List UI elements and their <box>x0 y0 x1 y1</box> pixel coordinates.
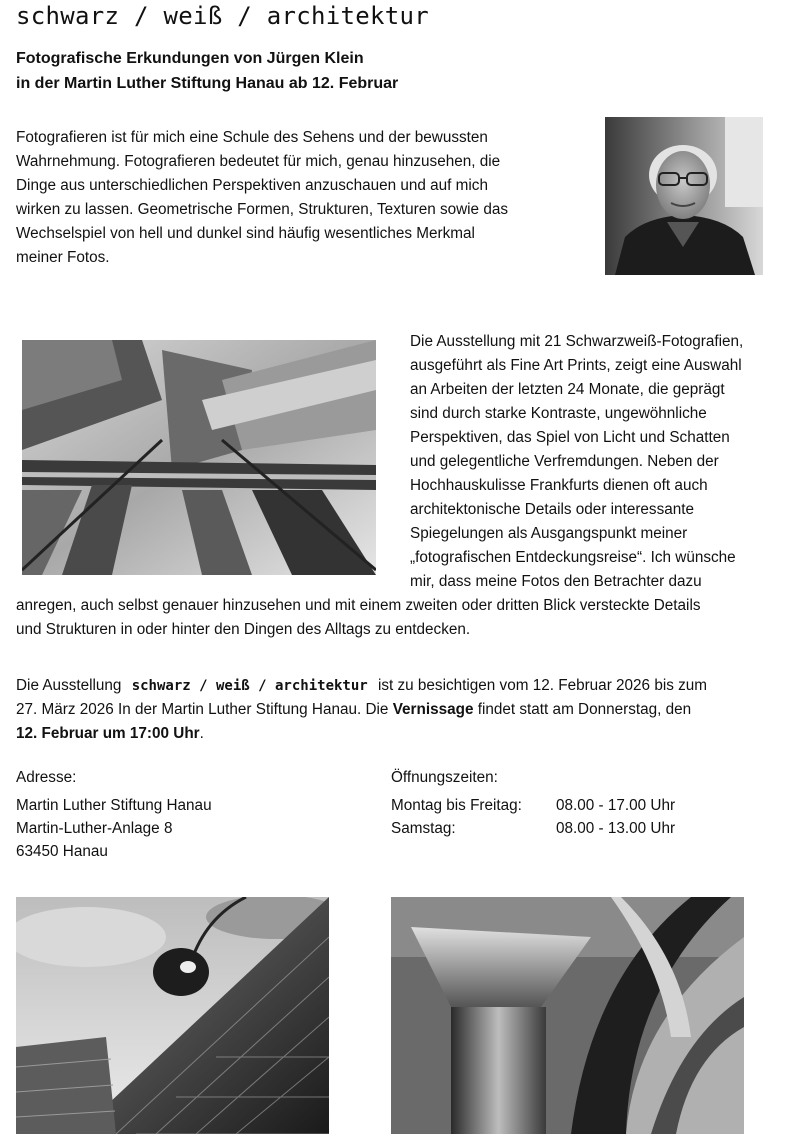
opening-hours-label: Öffnungszeiten: <box>391 769 498 786</box>
hours-time: 08.00 - 13.00 Uhr <box>556 820 676 837</box>
info-title-mono: schwarz / weiß / architektur <box>131 678 368 694</box>
info-end: . <box>199 725 204 742</box>
architecture-photo-1 <box>22 340 376 575</box>
info-line <box>16 698 786 722</box>
exhibition-line: Perspektiven, das Spiel von Licht und Schatten <box>410 429 730 446</box>
vernissage-date: 12. Februar um 17:00 Uhr <box>16 725 200 742</box>
intro-line: Wechselspiel von hell und dunkel sind häufig wesentliches Merkmal <box>16 225 475 242</box>
info-line <box>16 722 786 746</box>
exhibition-line: an Arbeiten der letzten 24 Monate, die geprägt <box>410 381 725 398</box>
exhibition-line: architektonische Details oder interessante <box>410 501 694 518</box>
hours-row <box>391 794 675 817</box>
exhibition-line: Hochhauskulisse Frankfurts dienen oft auch <box>410 477 708 494</box>
exhibition-line: ausgeführt als Fine Art Prints, zeigt eine Auswahl <box>410 357 742 374</box>
info-line <box>16 674 786 698</box>
info-prefix: Die Ausstellung <box>16 677 122 694</box>
subtitle-line: in der Martin Luther Stiftung Hanau ab 12. Februar <box>16 75 399 92</box>
architecture-photo-3 <box>391 897 744 1134</box>
intro-line: wirken zu lassen. Geometrische Formen, Strukturen, Texturen sowie das <box>16 201 508 218</box>
intro-paragraph <box>16 126 576 270</box>
exhibition-paragraph <box>410 330 780 594</box>
info-text: findet statt am Donnerstag, den <box>477 701 692 718</box>
exhibition-line: anregen, auch selbst genauer hinzusehen und mit einem zweiten oder dritten Blick versteckte Details <box>16 597 701 614</box>
hours-row <box>391 817 675 840</box>
exhibition-line: Die Ausstellung mit 21 Schwarzweiß-Fotografien, <box>410 333 744 350</box>
intro-line: Dinge aus unterschiedlichen Perspektiven anzuschauen und auf mich <box>16 177 488 194</box>
exhibition-line: und Strukturen in oder hinter den Dingen des Alltags zu entdecken. <box>16 621 471 638</box>
opening-hours <box>391 794 675 840</box>
info-text: ist zu besichtigen vom 12. Februar 2026 bis zum <box>377 677 708 694</box>
vernissage-label: Vernissage <box>392 701 474 718</box>
intro-line: Fotografieren ist für mich eine Schule des Sehens und der bewussten <box>16 129 488 146</box>
subtitle <box>16 46 398 96</box>
address-label: Adresse: <box>16 769 77 786</box>
exhibition-line: mir, dass meine Fotos den Betrachter dazu <box>410 573 702 590</box>
subtitle-line: Fotografische Erkundungen von Jürgen Klein <box>16 50 364 67</box>
intro-line: meiner Fotos. <box>16 249 110 266</box>
info-text: 27. März 2026 In der Martin Luther Stiftung Hanau. Die <box>16 701 389 718</box>
exhibition-line: und gelegentliche Verfremdungen. Neben der <box>410 453 719 470</box>
exhibition-line: sind durch starke Kontraste, ungewöhnliche <box>410 405 707 422</box>
hours-time: 08.00 - 17.00 Uhr <box>556 797 676 814</box>
hours-day: Samstag: <box>391 820 456 837</box>
exhibition-line: „fotografischen Entdeckungsreise“. Ich wünsche <box>410 549 736 566</box>
exhibition-paragraph-continued <box>16 594 786 642</box>
architecture-photo-2 <box>16 897 329 1134</box>
hours-day: Montag bis Freitag: <box>391 797 522 814</box>
address-line: 63450 Hanau <box>16 843 108 860</box>
address-line: Martin-Luther-Anlage 8 <box>16 820 173 837</box>
intro-line: Wahrnehmung. Fotografieren bedeutet für mich, genau hinzusehen, die <box>16 153 501 170</box>
page-title: schwarz / weiß / architektur <box>16 2 429 30</box>
portrait-photo <box>605 117 763 275</box>
exhibition-info <box>16 674 786 746</box>
address-block <box>16 794 212 863</box>
exhibition-line: Spiegelungen als Ausgangspunkt meiner <box>410 525 688 542</box>
address-line: Martin Luther Stiftung Hanau <box>16 797 212 814</box>
